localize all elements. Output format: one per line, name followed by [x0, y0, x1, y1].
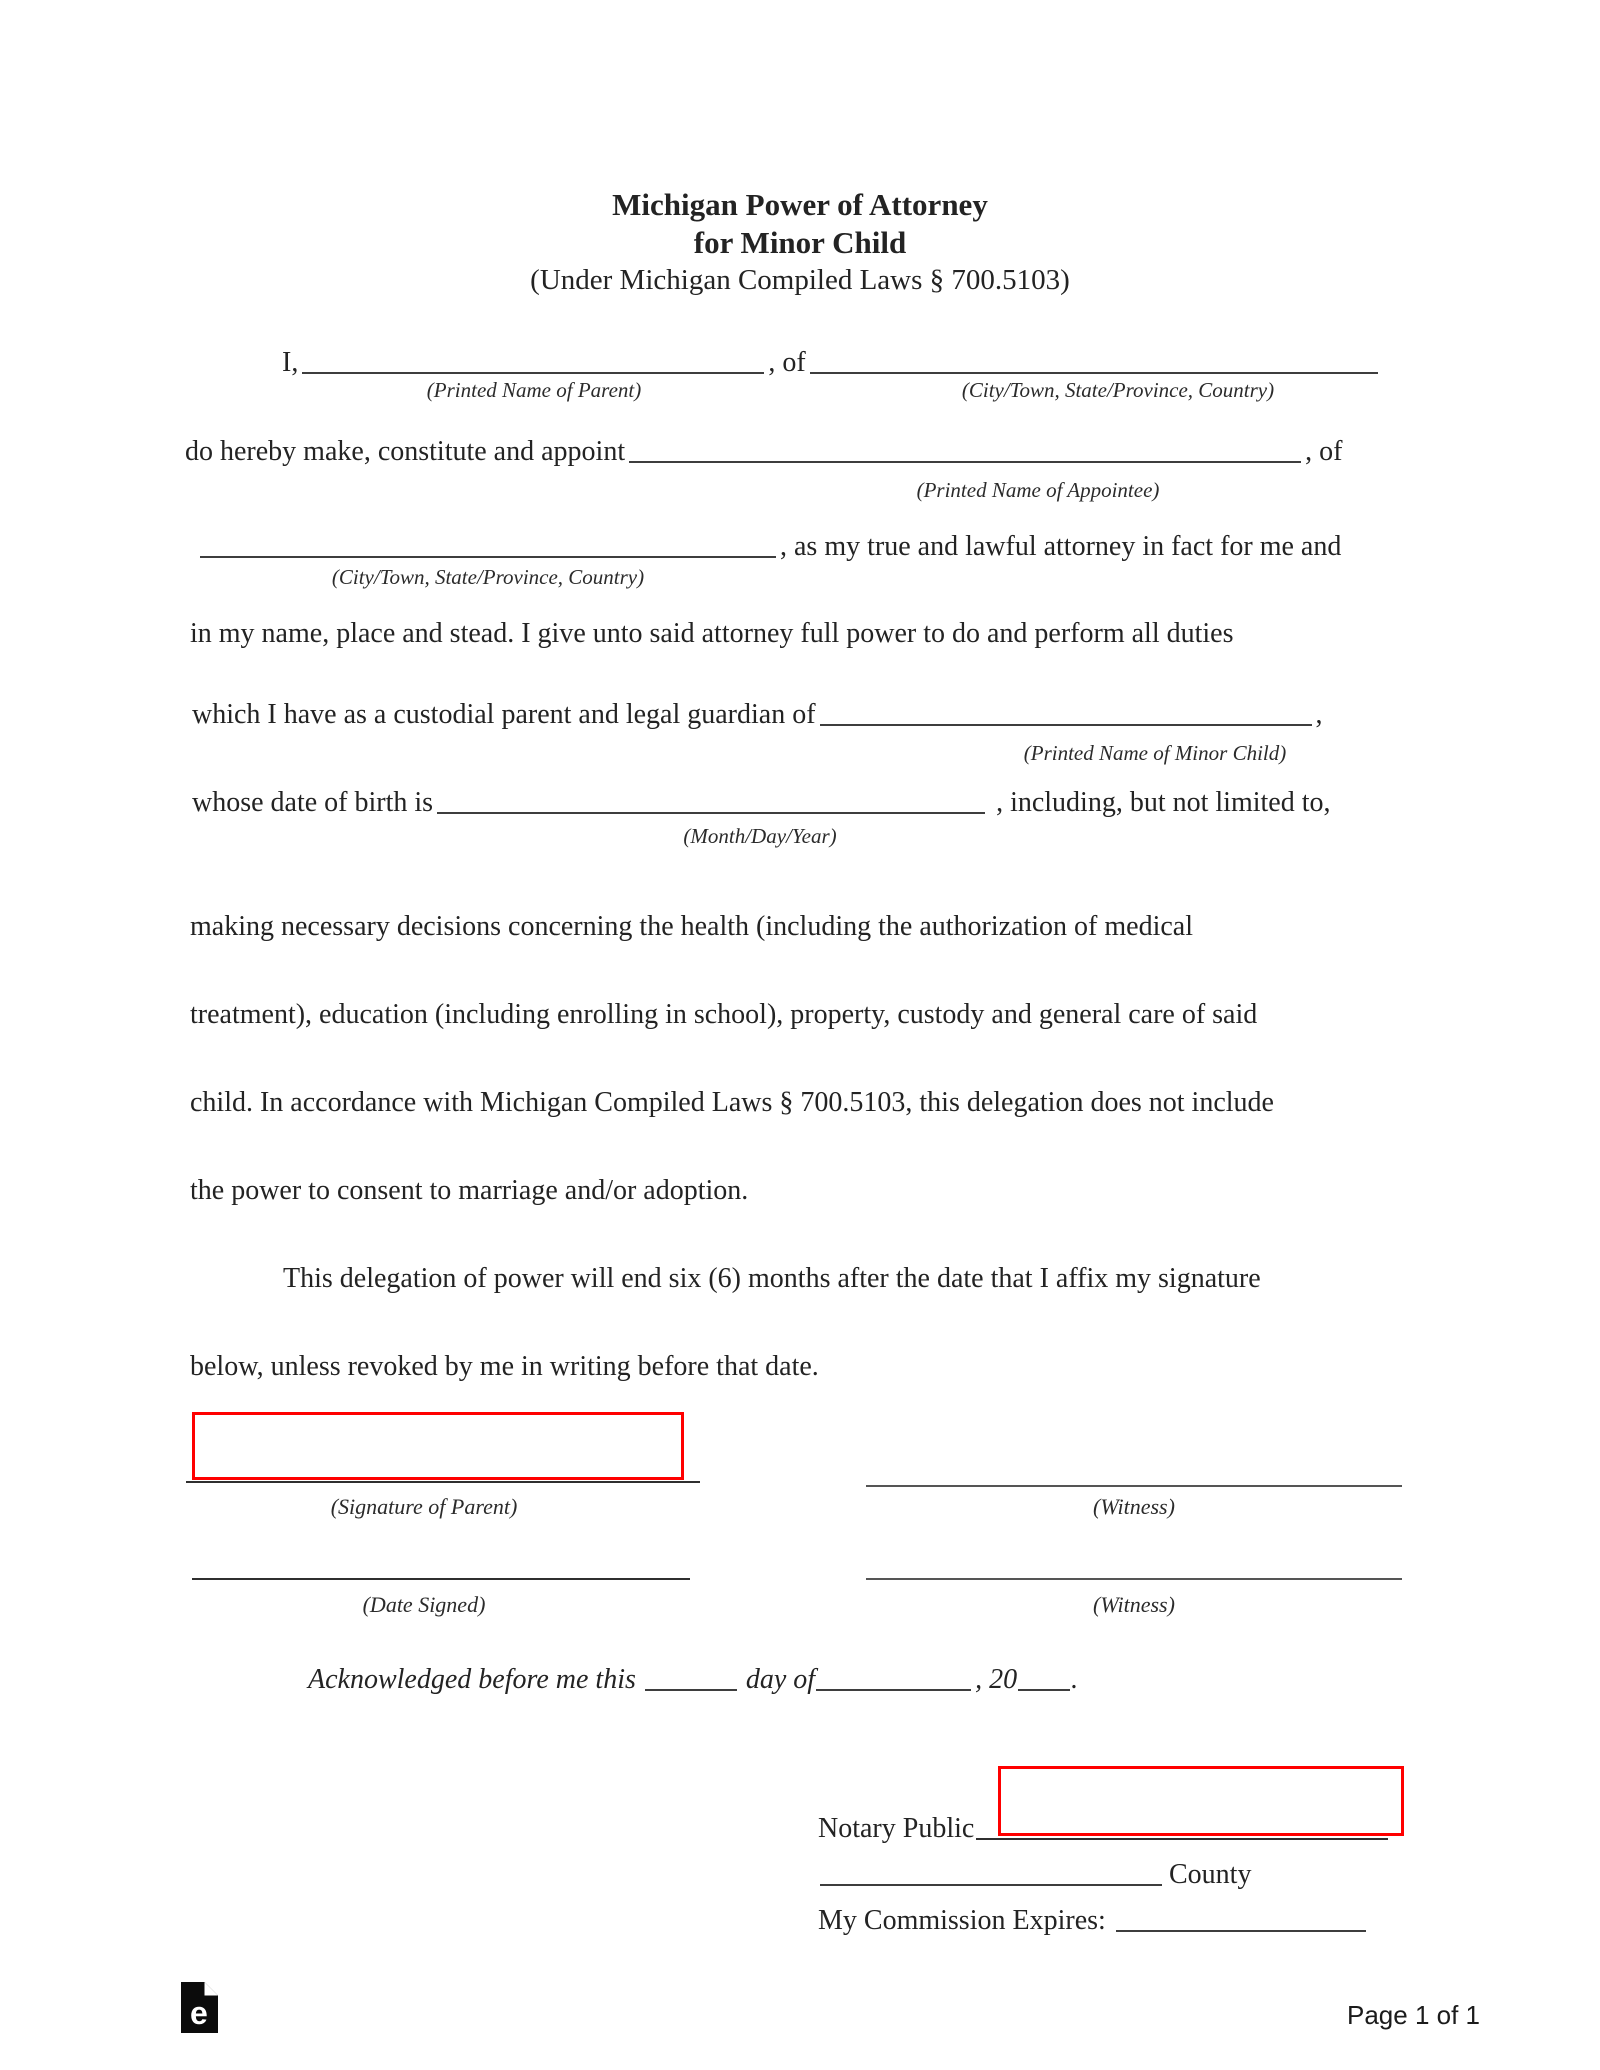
ack-prefix: Acknowledged before me this [308, 1664, 636, 1695]
appoint-text: do hereby make, constitute and appoint [185, 436, 626, 467]
trailing-comma: , [1315, 699, 1323, 730]
paragraph-3: child. In accordance with Michigan Compiled Laws § 700.5103, this delegation does not include [190, 1087, 1274, 1118]
label-witness-2: (Witness) [1093, 1592, 1175, 1617]
label-signature-of-parent: (Signature of Parent) [330, 1494, 518, 1519]
attorney-text: , as my true and lawful attorney in fact for me and [780, 531, 1342, 562]
label-date-signed: (Date Signed) [362, 1592, 486, 1617]
label-dob: (Month/Day/Year) [683, 824, 837, 848]
notary-public-text: Notary Public [818, 1813, 975, 1844]
paragraph-4: the power to consent to marriage and/or adoption. [190, 1175, 749, 1206]
parent-name-field[interactable] [302, 352, 764, 374]
i-prefix: I, [282, 347, 299, 378]
page-title: Michigan Power of Attorney [612, 187, 988, 222]
minor-child-row [192, 698, 1323, 732]
paragraph-1: making necessary decisions concerning the health (including the authorization of medical [190, 911, 1193, 942]
appointee-row [185, 435, 1342, 469]
eforms-logo [181, 1982, 218, 2033]
label-parent-name: (Printed Name of Parent) [426, 378, 642, 402]
signature-line[interactable] [186, 1481, 700, 1483]
ack-month-field[interactable] [816, 1669, 971, 1691]
signature-highlight-box[interactable] [192, 1412, 684, 1480]
label-appointee-city: (City/Town, State/Province, Country) [331, 565, 645, 589]
date-signed-line[interactable] [192, 1578, 690, 1580]
ack-period: . [1071, 1664, 1079, 1695]
ack-year-prefix: , 20 [975, 1664, 1018, 1695]
ack-day-field[interactable] [645, 1669, 737, 1691]
paragraph-2: treatment), education (including enrolling in school), property, custody and general care of said [190, 999, 1258, 1030]
commission-text: My Commission Expires: [818, 1905, 1106, 1936]
appointee-city-row [196, 530, 1341, 564]
county-text: County [1162, 1859, 1252, 1890]
label-appointee-name: (Printed Name of Appointee) [916, 478, 1160, 502]
dob-field[interactable] [437, 792, 985, 814]
appointee-city-field[interactable] [200, 536, 776, 558]
paragraph-5: This delegation of power will end six (6) months after the date that I affix my signature [283, 1263, 1261, 1294]
ack-day-of: day of [745, 1664, 816, 1695]
county-field[interactable] [820, 1864, 1162, 1886]
guardian-text: which I have as a custodial parent and legal guardian of [192, 699, 816, 730]
of-text-2: , of [1305, 436, 1343, 467]
commission-expiry-field[interactable] [1116, 1910, 1366, 1932]
page-subtitle: for Minor Child [693, 225, 907, 260]
logo-letter: e [190, 1995, 208, 2031]
commission-row [818, 1904, 1370, 1938]
paragraph-6: below, unless revoked by me in writing before that date. [190, 1351, 819, 1382]
ack-year-field[interactable] [1018, 1669, 1070, 1691]
including-text: , including, but not limited to, [989, 787, 1331, 818]
label-parent-city: (City/Town, State/Province, Country) [961, 378, 1275, 402]
parent-name-row [282, 346, 1382, 380]
of-text-1: , of [768, 347, 806, 378]
parent-city-field[interactable] [810, 352, 1378, 374]
page-number: Page 1 of 1 [1347, 2000, 1480, 2030]
acknowledgment-row [308, 1663, 1078, 1697]
dob-text: whose date of birth is [192, 787, 434, 818]
label-minor-child: (Printed Name of Minor Child) [1023, 741, 1287, 765]
statute-reference: (Under Michigan Compiled Laws § 700.5103) [530, 264, 1070, 296]
notary-highlight-box[interactable] [998, 1766, 1404, 1836]
document-icon [181, 1982, 218, 2033]
witness1-line[interactable] [866, 1485, 1402, 1487]
paragraph-name-place: in my name, place and stead. I give unto said attorney full power to do and perform all duties [190, 618, 1234, 649]
dob-row [192, 786, 1331, 820]
minor-child-name-field[interactable] [820, 704, 1312, 726]
witness2-line[interactable] [866, 1578, 1402, 1580]
label-witness-1: (Witness) [1093, 1494, 1175, 1519]
appointee-name-field[interactable] [629, 441, 1301, 463]
county-row [820, 1858, 1251, 1892]
